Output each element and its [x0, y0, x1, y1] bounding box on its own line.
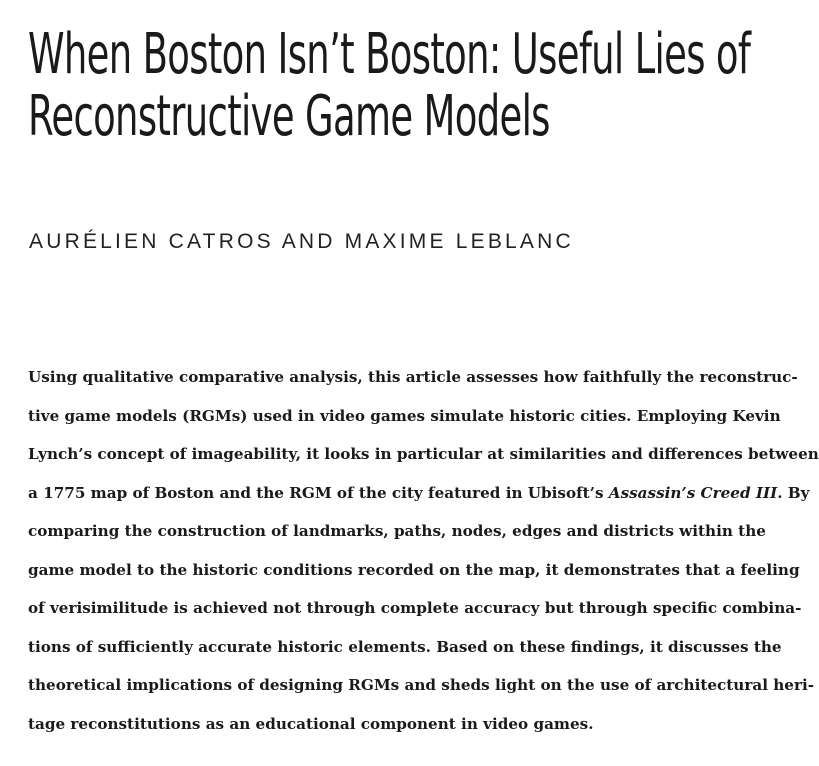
- abstract-line: [28, 474, 810, 513]
- game-title: Assassin’s Creed III: [608, 483, 778, 502]
- abstract-text: a 1775 map of Boston and the RGM of the city featured in Ubisoft’s: [28, 483, 609, 502]
- abstract-line: Lynch’s concept of imageability, it looks in particular at similarities and differences between: [28, 445, 819, 463]
- abstract-text: . By: [777, 483, 810, 502]
- article-title: [28, 22, 751, 149]
- article-abstract: [28, 358, 819, 743]
- abstract-line: Using qualitative comparative analysis, this article assesses how faithfully the reconstruc-: [28, 368, 798, 386]
- abstract-line: comparing the construction of landmarks, paths, nodes, edges and districts within the: [28, 522, 766, 540]
- abstract-line: tive game models (RGMs) used in video games simulate historic cities. Employing Kevin: [28, 406, 781, 425]
- abstract-line: theoretical implications of designing RGMs and sheds light on the use of architectural heri-: [28, 676, 815, 694]
- abstract-line: tions of sufficiently accurate historic elements. Based on these findings, it discusses the: [28, 637, 782, 656]
- title-line: Reconstructive Game Models: [28, 84, 550, 149]
- title-line: When Boston Isn’t Boston: Useful Lies of: [28, 22, 751, 87]
- abstract-line: game model to the historic conditions recorded on the map, it demonstrates that a feeling: [28, 560, 800, 579]
- abstract-line: tage reconstitutions as an educational component in video games.: [28, 714, 594, 733]
- article-authors: AURÉLIEN CATROS AND MAXIME LEBLANC: [29, 230, 574, 253]
- abstract-line: of verisimilitude is achieved not through complete accuracy but through specific combina-: [28, 599, 802, 617]
